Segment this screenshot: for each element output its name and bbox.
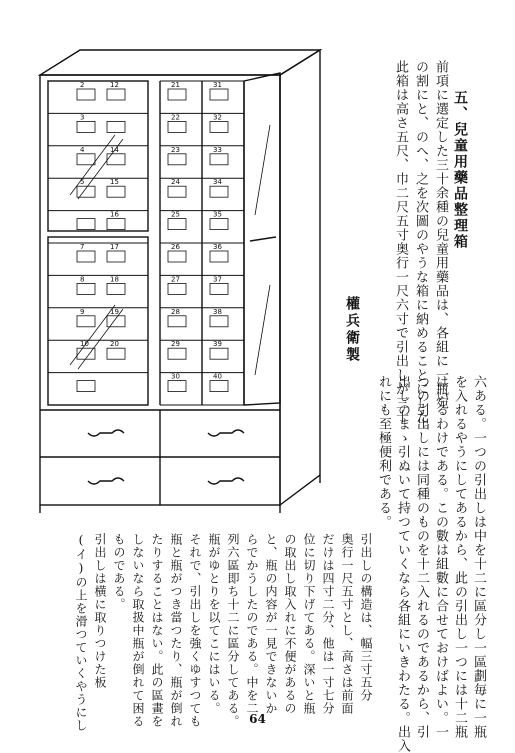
drawer-number: 2 <box>80 81 85 89</box>
drawer-label-box <box>168 283 186 294</box>
drawer-label-box <box>210 219 228 230</box>
drawer-label-box <box>107 348 125 359</box>
drawer-number: 30 <box>171 372 180 381</box>
maker-signature: 權兵衛製 <box>344 296 360 364</box>
drawer-handle <box>208 430 244 436</box>
drawer-number: 7 <box>80 243 85 251</box>
drawer-number: 31 <box>213 81 222 89</box>
text-column: ものである。 <box>112 533 126 611</box>
drawer-number: 39 <box>213 340 222 349</box>
left-glass-upper <box>48 81 148 231</box>
drawer-label-box <box>210 348 228 359</box>
drawer-label-box <box>77 154 95 165</box>
drawer-number: 14 <box>110 145 119 154</box>
drawer-number: 4 <box>80 145 85 154</box>
drawer-number: 29 <box>171 340 180 349</box>
drawer-number: 26 <box>171 243 180 251</box>
text-column: と、瓶の内容が一見できないか <box>264 533 278 715</box>
text-column: 六ある。一つの引出しは中を十二に區分し一區劃毎に一瓶 <box>471 375 486 739</box>
drawer-number: 19 <box>110 307 119 316</box>
drawer-number: 33 <box>213 145 222 154</box>
drawer-number: 36 <box>213 243 222 251</box>
drawer-number: 9 <box>80 307 85 316</box>
drawer-label-box <box>168 316 186 327</box>
drawer-label-box <box>210 154 228 165</box>
drawer-handle <box>88 430 124 436</box>
drawer-number: 8 <box>80 275 85 284</box>
text-column: それで、引出しを強くゆすつても <box>188 533 202 728</box>
drawer-label-box <box>210 283 228 294</box>
text-column: (イ)の上を滑つていくやうにし <box>74 533 88 732</box>
text-column: れにも至極便利である。 <box>376 375 391 529</box>
drawer-label-box <box>77 219 95 230</box>
drawer-number: 12 <box>110 81 119 89</box>
drawer-number: 17 <box>110 243 119 251</box>
drawer-label-box <box>77 283 95 294</box>
text-column: しないなら取扱中瓶が倒れて困る <box>131 533 145 728</box>
text-column: 瓶と瓶がつき當つたり、瓶が倒れ <box>169 533 183 728</box>
drawer-number: 20 <box>110 340 119 349</box>
drawer-number: 35 <box>213 210 222 219</box>
drawer-label-box <box>210 316 228 327</box>
drawer-number: 32 <box>213 113 222 122</box>
drawer-label-box <box>107 186 125 197</box>
drawer-label-box <box>77 89 95 100</box>
drawer-label-box <box>77 381 95 392</box>
drawer-number: 40 <box>213 372 222 381</box>
drawer-label-box <box>77 316 95 327</box>
drawer-label-box <box>107 89 125 100</box>
drawer-handle <box>88 478 124 484</box>
text-column: 瓶がゆとりを以てこにはいる。 <box>207 533 221 715</box>
text-column: たりすることはない。此の區畫を <box>150 533 164 728</box>
drawer-label-box <box>107 251 125 262</box>
drawer-number: 15 <box>110 178 119 187</box>
drawer-number: 24 <box>171 178 180 187</box>
drawer-label-box <box>107 316 125 327</box>
text-column: の取出し取入れに不便があるの <box>283 533 297 715</box>
drawer-label-box <box>168 121 186 132</box>
drawer-label-box <box>210 121 228 132</box>
drawer-number: 21 <box>171 81 180 89</box>
drawer-number: 25 <box>171 210 180 219</box>
drawer-label-box <box>168 186 186 197</box>
drawer-number: 27 <box>171 275 180 284</box>
text-column: 此箱は高さ五尺、巾二尺五寸奥行一尺六寸で引出しが三十 <box>393 60 408 424</box>
text-column: 引出しの構造は、幅三寸五分 <box>359 533 373 702</box>
drawer-handle <box>208 478 244 484</box>
drawer-number: 22 <box>171 113 180 122</box>
section-heading: 五、兒童用藥品整理箱 <box>452 90 468 250</box>
cabinet-side <box>280 50 320 505</box>
drawer-label-box <box>77 121 95 132</box>
left-glass-lower <box>48 237 148 405</box>
drawer-label-box <box>77 251 95 262</box>
drawer-label-box <box>168 381 186 392</box>
text-column: 出しのまゝ引ぬいて持つていくなら各組にいきわたる。出入 <box>395 375 410 753</box>
drawer-label-box <box>107 219 125 230</box>
drawer-label-box <box>168 348 186 359</box>
drawer-number: 10 <box>80 340 89 349</box>
text-column: 引出しは横に取りつけた板 <box>93 533 107 689</box>
text-column: らでかうしたのである。中を二 <box>245 533 259 715</box>
drawer-label-box <box>168 219 186 230</box>
cabinet-top <box>40 50 320 75</box>
drawer-label-box <box>168 251 186 262</box>
drawer-number: 34 <box>213 178 222 187</box>
text-column: を入れるやうにしてあるから、此の引出し一つには十二瓶 <box>452 375 467 739</box>
text-column: 位に切り下げてある。深いと瓶 <box>302 533 316 715</box>
drawer-number: 23 <box>171 145 180 154</box>
drawer-label-box <box>107 154 125 165</box>
drawer-number: 5 <box>80 178 85 187</box>
text-column: の割にと、のへ、之を次圖のやうな箱に納めることにした。 <box>413 60 428 438</box>
text-column: はいるわけである。この數は組數に合せておけばよい。一 <box>433 375 448 739</box>
drawer-label-box <box>210 251 228 262</box>
drawer-number: 28 <box>171 307 180 316</box>
text-column: つの引出しには同種のものを十二入れるのであるから、引 <box>414 375 429 739</box>
cabinet-illustration <box>30 45 370 515</box>
drawer-label-box <box>168 89 186 100</box>
drawer-label-box <box>210 89 228 100</box>
drawer-number: 38 <box>213 307 222 316</box>
drawer-label-box <box>107 121 125 132</box>
page-number: 64 <box>249 712 266 726</box>
text-column: 奥行一尺五寸とし、高さは前面 <box>340 533 354 715</box>
drawer-label-box <box>168 154 186 165</box>
text-column: 列六區即ち十二に區分してある。 <box>226 533 240 728</box>
drawer-number: 16 <box>110 210 119 219</box>
drawer-label-box <box>107 283 125 294</box>
text-column: だけは四寸二分、他は一寸七分 <box>321 533 335 715</box>
drawer-number: 3 <box>80 113 85 122</box>
drawer-number: 18 <box>110 275 119 284</box>
drawer-label-box <box>210 381 228 392</box>
drawer-label-box <box>210 186 228 197</box>
text-column: 前項に選定した三十余種の兒童用藥品は、各組に一瓶宛 <box>433 60 448 410</box>
drawer-number: 37 <box>213 275 222 284</box>
